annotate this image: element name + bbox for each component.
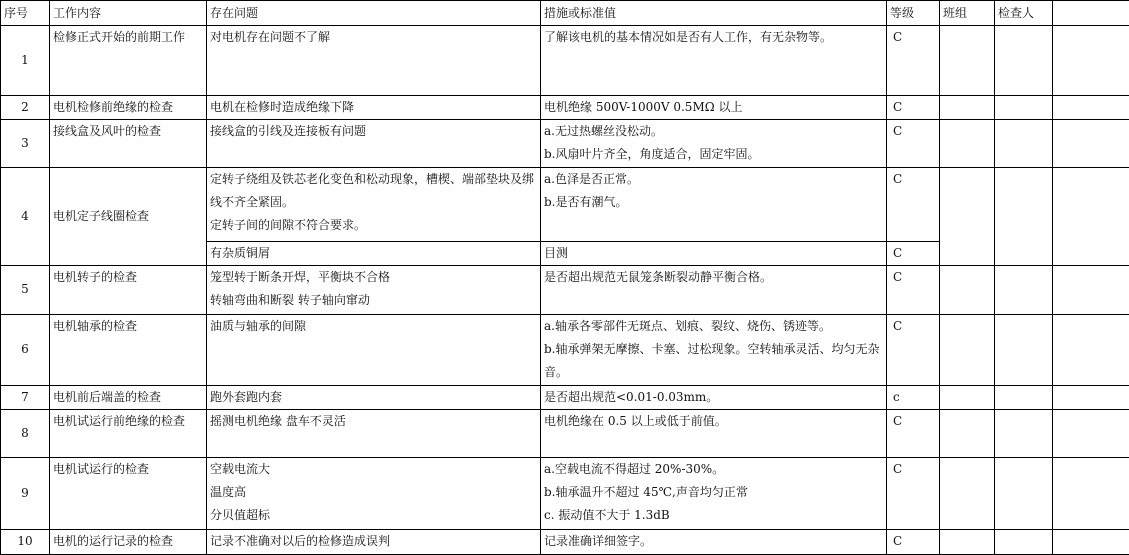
table-row: [1, 120, 1129, 168]
row-grade: C: [887, 242, 940, 266]
measure-line: 电机绝缘在 0.5 以上或低于前值。: [544, 413, 727, 428]
header-extra: [1053, 1, 1129, 26]
measure-line: 记录准确详细签字。: [544, 533, 653, 548]
measure-line: a.无过热螺丝没松动。: [544, 124, 663, 139]
row-team: [940, 409, 995, 457]
row-seq: 1: [1, 26, 50, 96]
row-issue: [207, 385, 541, 409]
row-extra: [1053, 168, 1129, 266]
row-issue: [207, 26, 541, 96]
table-row: [1, 385, 1129, 409]
row-extra: [1053, 529, 1129, 554]
issue-line: 温度高: [210, 484, 247, 499]
measure-line: b.轴承温升不超过 45℃,声音均匀正常: [544, 484, 748, 499]
issue-line: 油质与轴承的间隙: [210, 318, 307, 333]
row-extra: [1053, 457, 1129, 529]
row-seq: 8: [1, 409, 50, 457]
header-work: 工作内容: [50, 1, 207, 26]
row-work: 电机的运行记录的检查: [50, 529, 207, 554]
row-measure: [541, 266, 887, 314]
row-inspector: [995, 26, 1053, 96]
table-row: [1, 96, 1129, 120]
row-inspector: [995, 120, 1053, 168]
row-issue: [207, 409, 541, 457]
row-extra: [1053, 96, 1129, 120]
row-extra: [1053, 26, 1129, 96]
row-work: 电机前后端盖的检查: [50, 385, 207, 409]
row-inspector: [995, 529, 1053, 554]
row-grade: C: [887, 457, 940, 529]
row-grade: C: [887, 266, 940, 314]
header-team: 班组: [940, 1, 995, 26]
row-measure: [541, 385, 887, 409]
row-seq: 6: [1, 314, 50, 385]
row-issue: [207, 529, 541, 554]
row-grade: c: [887, 385, 940, 409]
row-grade: C: [887, 168, 940, 242]
table-row: [1, 457, 1129, 529]
row-work: 电机试运行前绝缘的检查: [50, 409, 207, 457]
measure-line: a.色泽是否正常。: [544, 172, 639, 187]
row-issue: [207, 120, 541, 168]
issue-line: 对电机存在问题不了解: [210, 30, 331, 45]
row-work: 接线盒及风叶的检查: [50, 120, 207, 168]
measure-line: a.轴承各零部件无斑点、划痕、裂纹、烧伤、锈迹等。: [544, 318, 831, 333]
row-extra: [1053, 409, 1129, 457]
row-measure: [541, 96, 887, 120]
table-row: [1, 409, 1129, 457]
row-measure: [541, 529, 887, 554]
row-team: [940, 457, 995, 529]
row-extra: [1053, 314, 1129, 385]
header-seq: 序号: [1, 1, 50, 26]
row-extra: [1053, 120, 1129, 168]
row-seq: 3: [1, 120, 50, 168]
issue-line: 分贝值超标: [210, 507, 271, 522]
row-work: 电机试运行的检查: [50, 457, 207, 529]
row-grade: C: [887, 26, 940, 96]
issue-line: 摇测电机绝缘 盘车不灵活: [210, 413, 346, 428]
measure-line: b.风扇叶片齐全，角度适合，固定牢固。: [544, 147, 760, 162]
row-team: [940, 529, 995, 554]
measure-line: 是否超出规范<0.01-0.03mm。: [544, 389, 719, 404]
row-work: 电机轴承的检查: [50, 314, 207, 385]
row-measure: [541, 409, 887, 457]
row-extra: [1053, 385, 1129, 409]
measure-line: b.是否有潮气。: [544, 195, 628, 210]
row-grade: C: [887, 120, 940, 168]
row-seq: 9: [1, 457, 50, 529]
issue-line: 空载电流大: [210, 461, 271, 476]
row-team: [940, 385, 995, 409]
issue-line: 跑外套跑内套: [210, 389, 283, 404]
row-measure: [541, 26, 887, 96]
row-team: [940, 266, 995, 314]
row-inspector: [995, 409, 1053, 457]
header-inspector: 检查人: [995, 1, 1053, 26]
row-inspector: [995, 96, 1053, 120]
row-inspector: [995, 385, 1053, 409]
measure-line: 了解该电机的基本情况如是否有人工作，有无杂物等。: [544, 30, 833, 45]
table-row: [1, 26, 1129, 96]
row-inspector: [995, 314, 1053, 385]
row-seq: 5: [1, 266, 50, 314]
issue-line: 有杂质铜屑: [210, 246, 271, 261]
table-row: [1, 168, 1129, 242]
row-team: [940, 168, 995, 266]
table-row: [1, 529, 1129, 554]
measure-line: 目测: [544, 246, 569, 261]
issue-line: 笼型转于断条开焊，平衡块不合格: [210, 270, 391, 285]
header-issue: 存在问题: [207, 1, 541, 26]
issue-line: 记录不准确对以后的检修造成误判: [210, 533, 391, 548]
header-row: [1, 1, 1129, 26]
measure-line: c. 振动值不大于 1.3dB: [544, 507, 670, 522]
row-issue: [207, 457, 541, 529]
row-issue: [207, 168, 541, 242]
row-issue: [207, 266, 541, 314]
table-row: [1, 314, 1129, 385]
measure-line: 电机绝缘 500V-1000V 0.5MΩ 以上: [544, 100, 743, 115]
row-inspector: [995, 266, 1053, 314]
issue-line: 定转子绕组及铁芯老化变色和松动现象，槽楔、端部垫块及绑线不齐全紧固。: [210, 172, 535, 210]
row-team: [940, 314, 995, 385]
row-work: 电机转子的检查: [50, 266, 207, 314]
measure-line: a.空载电流不得超过 20%-30%。: [544, 461, 725, 476]
row-seq: 10: [1, 529, 50, 554]
row-grade: C: [887, 529, 940, 554]
row-grade: C: [887, 96, 940, 120]
row-inspector: [995, 168, 1053, 266]
measure-line: 是否超出规范无鼠笼条断裂动静平衡合格。: [544, 270, 773, 285]
row-team: [940, 26, 995, 96]
table-row: [1, 266, 1129, 314]
row-issue: [207, 242, 541, 266]
row-team: [940, 96, 995, 120]
row-seq: 7: [1, 385, 50, 409]
row-work: 检修正式开始的前期工作: [50, 26, 207, 96]
row-issue: [207, 314, 541, 385]
issue-line: 电机在检修时造成绝缘下降: [210, 100, 355, 115]
row-measure: [541, 314, 887, 385]
row-grade: C: [887, 409, 940, 457]
row-measure: [541, 120, 887, 168]
row-team: [940, 120, 995, 168]
row-issue: [207, 96, 541, 120]
row-work: 电机定子线圈检查: [50, 168, 207, 266]
issue-line: 接线盒的引线及连接板有问题: [210, 124, 367, 139]
header-measure: 措施或标准值: [541, 1, 887, 26]
row-grade: C: [887, 314, 940, 385]
row-measure: [541, 457, 887, 529]
row-extra: [1053, 266, 1129, 314]
row-seq: 2: [1, 96, 50, 120]
measure-line: b.轴承弹架无摩擦、卡塞、过松现象。空转轴承灵活、均匀无杂音。: [544, 341, 880, 379]
row-measure: [541, 168, 887, 242]
row-inspector: [995, 457, 1053, 529]
issue-line: 定转子间的间隙不符合要求。: [210, 218, 367, 233]
header-grade: 等级: [887, 1, 940, 26]
row-measure: [541, 242, 887, 266]
row-work: 电机检修前绝缘的检查: [50, 96, 207, 120]
row-seq: 4: [1, 168, 50, 266]
issue-line: 转轴弯曲和断裂 转子轴向窜动: [210, 293, 370, 308]
